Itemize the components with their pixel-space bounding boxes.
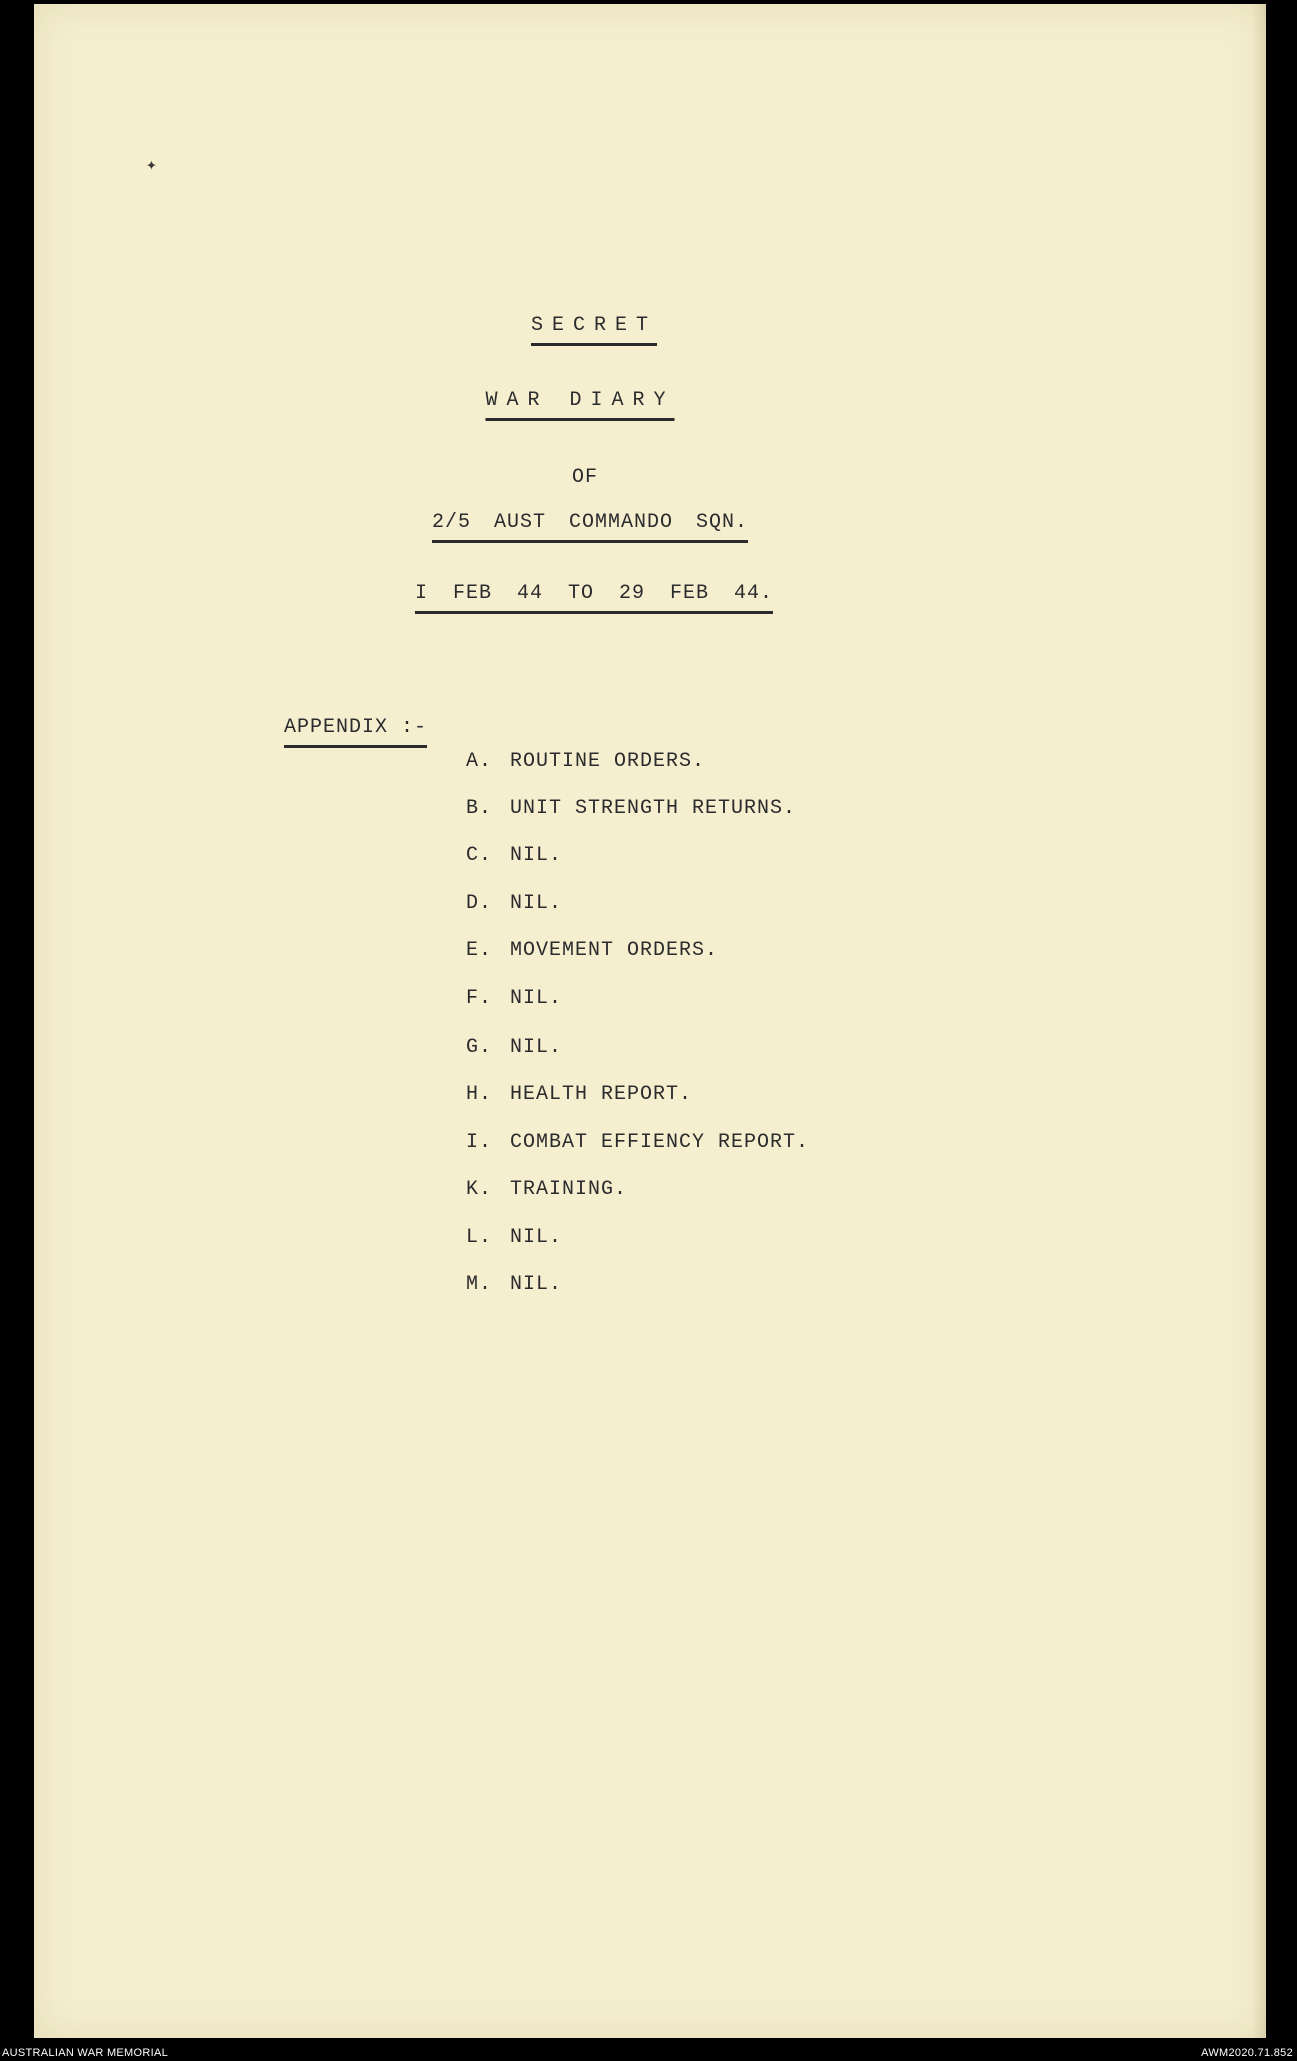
unit-name: 2/5 AUST COMMANDO SQN. — [432, 511, 748, 543]
appendix-item: F. NIL. — [466, 987, 563, 1010]
appendix-item: E. MOVEMENT ORDERS. — [466, 939, 719, 962]
appendix-label: APPENDIX :- — [284, 716, 427, 748]
appendix-item: I. COMBAT EFFIENCY REPORT. — [466, 1131, 810, 1154]
appendix-item: K. TRAINING. — [466, 1178, 628, 1201]
appendix-item: A. ROUTINE ORDERS. — [466, 750, 706, 773]
appendix-item: C. NIL. — [466, 844, 563, 867]
appendix-item: G. NIL. — [466, 1036, 563, 1059]
heading-war-diary: WAR DIARY — [485, 389, 674, 421]
appendix-item: L. NIL. — [466, 1226, 563, 1249]
ink-mark: ✦ — [146, 154, 157, 175]
footer-source: AUSTRALIAN WAR MEMORIAL — [2, 2047, 169, 2059]
appendix-item: D. NIL. — [466, 892, 563, 915]
appendix-item: H. HEALTH REPORT. — [466, 1083, 693, 1106]
diary-period: I FEB 44 TO 29 FEB 44. — [415, 582, 773, 614]
appendix-item: M. NIL. — [466, 1273, 563, 1296]
footer-reference: AWM2020.71.852 — [1201, 2047, 1293, 2059]
appendix-item: B. UNIT STRENGTH RETURNS. — [466, 797, 797, 820]
heading-of: OF — [571, 466, 599, 489]
document-page — [34, 4, 1266, 2038]
heading-secret: SECRET — [531, 314, 657, 346]
